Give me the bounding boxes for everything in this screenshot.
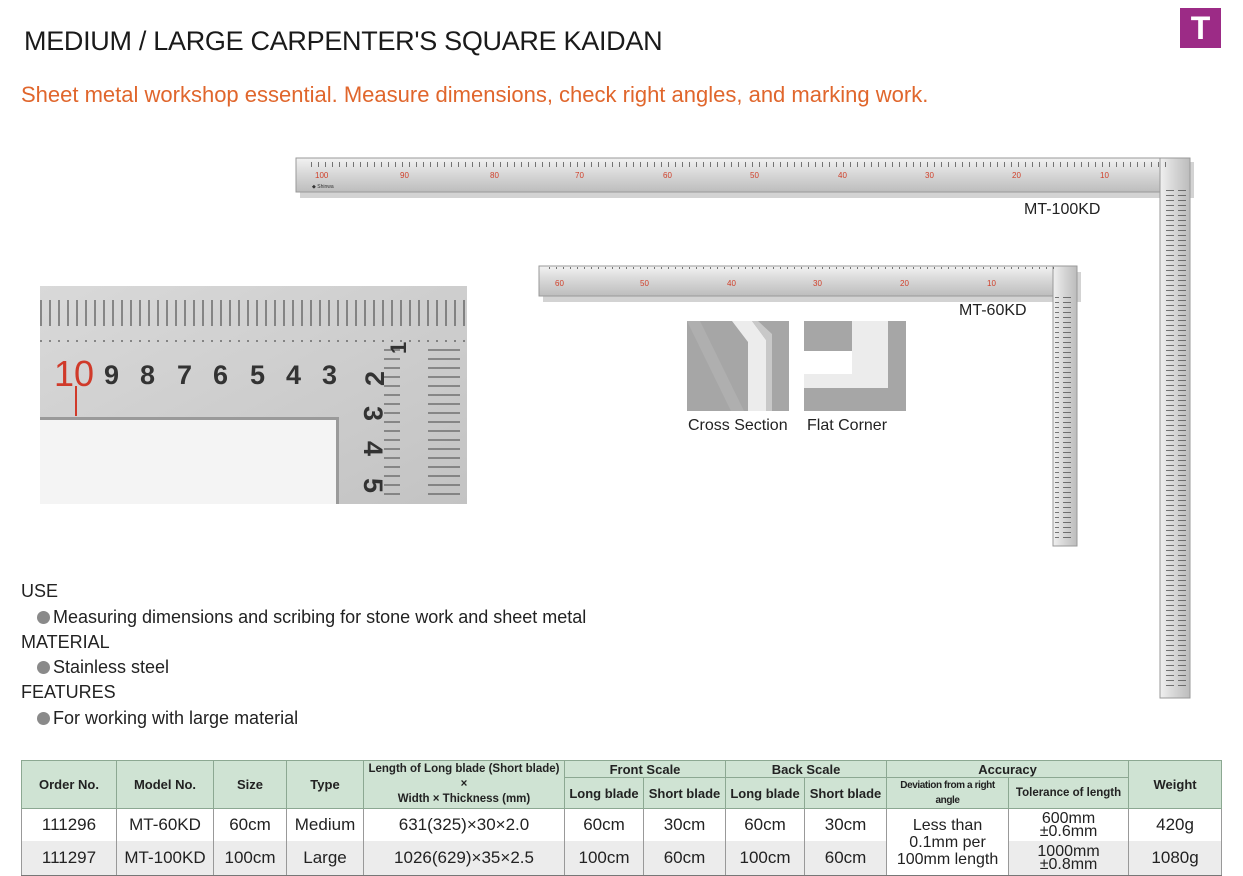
cell-front-short: 60cm: [644, 841, 726, 876]
svg-text:60: 60: [555, 279, 564, 288]
use-item: Measuring dimensions and scribing for stone work and sheet metal: [37, 607, 586, 628]
header-deviation: Deviation from a right angle: [887, 778, 1009, 809]
material-item: Stainless steel: [37, 657, 169, 678]
closeup-digit-10: 10: [54, 353, 95, 394]
closeup-vertical-digit: 4: [358, 441, 388, 457]
closeup-digit: 2: [360, 370, 390, 386]
closeup-digit: 7: [177, 360, 193, 390]
svg-text:30: 30: [925, 171, 934, 180]
bullet-icon: [37, 712, 50, 725]
cross-section-label: Cross Section: [688, 417, 788, 434]
table-row: [22, 841, 1222, 876]
page-title: MEDIUM / LARGE CARPENTER'S SQUARE KAIDAN: [24, 26, 663, 56]
cross-section-icon: [686, 320, 790, 412]
cell-weight: 420g: [1129, 809, 1222, 842]
svg-text:50: 50: [750, 171, 759, 180]
cell-deviation: Less than 0.1mm per 100mm length: [887, 809, 1009, 876]
svg-text:80: 80: [490, 171, 499, 180]
bullet-icon: [37, 661, 50, 674]
svg-text:10: 10: [1100, 171, 1109, 180]
flat-corner-icon: [803, 320, 907, 412]
header-back-long: Long blade: [726, 778, 805, 809]
svg-text:10: 10: [987, 279, 996, 288]
cell-size: 60cm: [214, 809, 287, 842]
header-tolerance: Tolerance of length: [1009, 778, 1129, 809]
closeup-digit: 4: [286, 360, 302, 390]
material-heading: MATERIAL: [21, 632, 110, 652]
header-size: Size: [214, 761, 287, 809]
cell-type: Medium: [287, 809, 364, 842]
header-model-no: Model No.: [117, 761, 214, 809]
svg-text:70: 70: [575, 171, 584, 180]
ruler-closeup-photo: [40, 286, 467, 504]
flat-corner-label: Flat Corner: [807, 417, 888, 434]
cell-front-long: 60cm: [565, 809, 644, 842]
closeup-vertical-digit: 5: [358, 478, 388, 494]
svg-text:◆ Shinwa: ◆ Shinwa: [312, 184, 334, 190]
closeup-digit: 3: [322, 360, 338, 390]
closeup-digit: 6: [213, 360, 229, 390]
use-heading: USE: [21, 581, 59, 601]
closeup-digit: 1: [386, 341, 411, 354]
header-front-long: Long blade: [565, 778, 644, 809]
cell-back-long: 60cm: [726, 809, 805, 842]
cell-front-long: 100cm: [565, 841, 644, 876]
svg-text:20: 20: [900, 279, 909, 288]
cell-back-short: 60cm: [805, 841, 887, 876]
header-order-no: Order No.: [22, 761, 117, 809]
header-back-short: Short blade: [805, 778, 887, 809]
svg-text:60: 60: [663, 171, 672, 180]
cell-size: 100cm: [214, 841, 287, 876]
large-square-label: MT-100KD: [1024, 201, 1101, 218]
svg-text:20: 20: [1012, 171, 1021, 180]
cell-length: 1026(629)×35×2.5: [364, 841, 565, 876]
cell-tolerance: 1000mm ±0.8mm: [1009, 841, 1129, 876]
cell-tolerance: 600mm ±0.6mm: [1009, 809, 1129, 842]
spec-table: [21, 760, 1222, 876]
cell-back-long: 100cm: [726, 841, 805, 876]
closeup-digit: 8: [140, 360, 156, 390]
cell-model-no: MT-60KD: [117, 809, 214, 842]
cell-order-no: 111297: [22, 841, 117, 876]
header-front-short: Short blade: [644, 778, 726, 809]
svg-text:40: 40: [838, 171, 847, 180]
cell-order-no: 111296: [22, 809, 117, 842]
table-row: [22, 809, 1222, 842]
cell-model-no: MT-100KD: [117, 841, 214, 876]
header-type: Type: [287, 761, 364, 809]
cell-back-short: 30cm: [805, 809, 887, 842]
closeup-digit: 5: [250, 360, 266, 390]
cell-length: 631(325)×30×2.0: [364, 809, 565, 842]
svg-text:90: 90: [400, 171, 409, 180]
cell-type: Large: [287, 841, 364, 876]
bullet-icon: [37, 611, 50, 624]
medium-square-label: MT-60KD: [959, 302, 1027, 319]
header-weight: Weight: [1129, 761, 1222, 809]
svg-text:30: 30: [813, 279, 822, 288]
cell-front-short: 30cm: [644, 809, 726, 842]
svg-text:50: 50: [640, 279, 649, 288]
cell-weight: 1080g: [1129, 841, 1222, 876]
features-heading: FEATURES: [21, 682, 116, 702]
header-front-scale: Front Scale: [565, 761, 726, 778]
svg-text:40: 40: [727, 279, 736, 288]
header-length: Length of Long blade (Short blade) × Width × Thickness (mm): [364, 761, 565, 809]
closeup-vertical-digit: 3: [358, 406, 388, 422]
header-back-scale: Back Scale: [726, 761, 887, 778]
svg-text:100: 100: [315, 171, 329, 180]
category-badge: T: [1180, 8, 1221, 48]
page-subtitle: Sheet metal workshop essential. Measure dimensions, check right angles, and marking work.: [21, 82, 929, 107]
features-item: For working with large material: [37, 708, 298, 729]
closeup-digit: 9: [104, 360, 120, 390]
header-accuracy: Accuracy: [887, 761, 1129, 778]
